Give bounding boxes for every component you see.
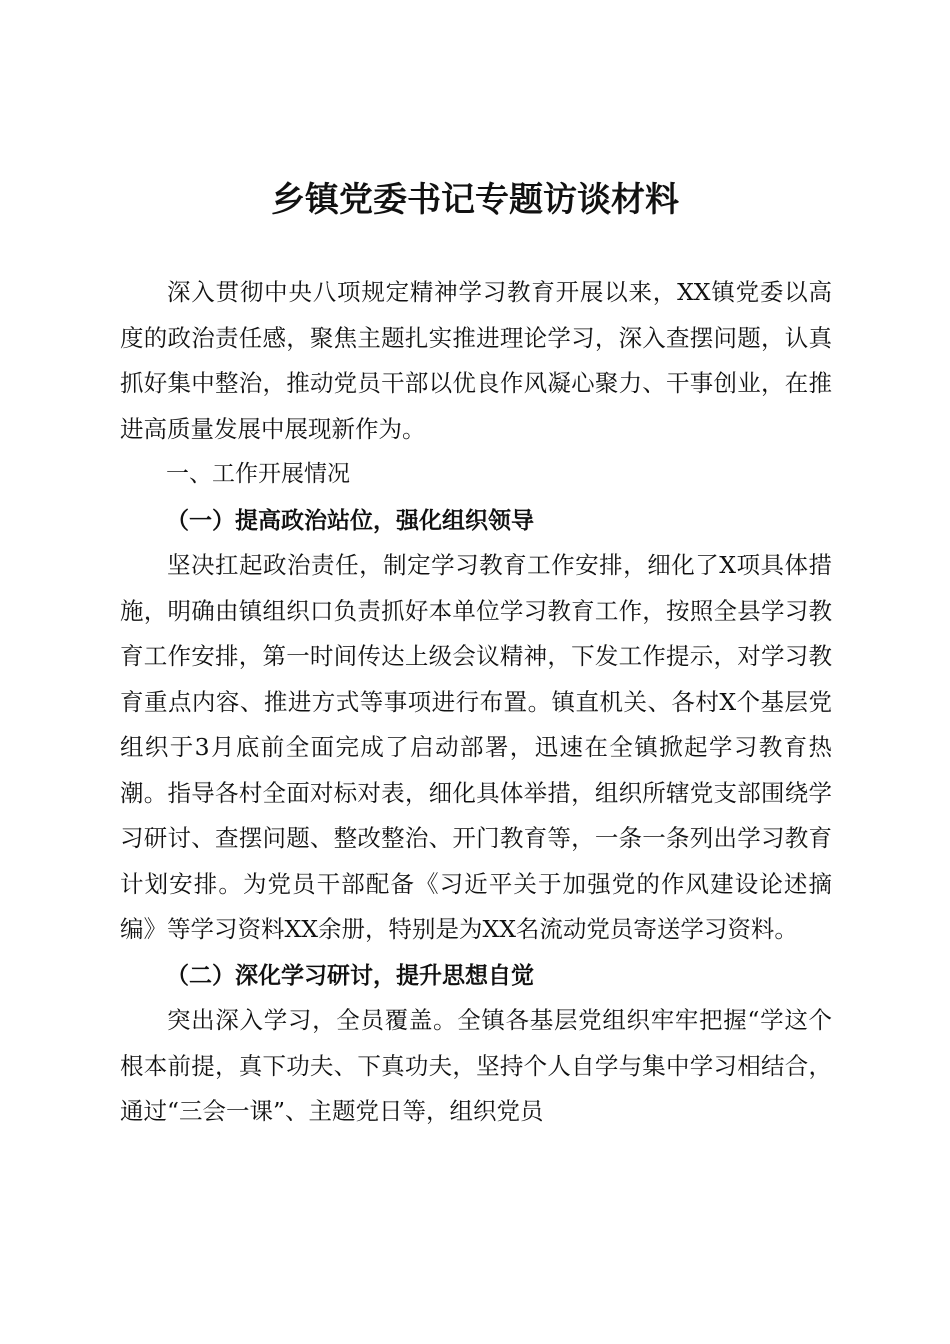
subsection-heading-2: （二）深化学习研讨，提升思想自觉	[166, 961, 534, 989]
section-heading-work-status: 一、工作开展情况	[166, 461, 350, 487]
subsection-2-paragraph: 突出深入学习，全员覆盖。全镇各基层党组织牢牢把握“学这个根本前提，真下功夫、下真功夫，坚持个人自学与集中学习相结合，通过“三会一课”、主题党日等，组织党员	[120, 1006, 832, 1125]
subsection-1-paragraph: 坚决扛起政治责任，制定学习教育工作安排，细化了X项具体措施，明确由镇组织口负责抓好本单位学习教育工作，按照全县学习教育工作安排，第一时间传达上级会议精神，下发工作提示，对学习教育重点内容、推进方式等事项进行布置。镇直机关、各村X个基层党组织于3月底前全面完成了启动部署，迅速在全镇掀起学习教育热潮。指导各村全面对标对表，细化具体举措，组织所辖党支部围绕学习研讨、查摆问题、整改整治、开门教育等，一条一条列出学习教育计划安排。为党员干部配备《习近平关于加强党的作风建设论述摘编》等学习资料XX余册，特别是为XX名流动党员寄送学习资料。	[120, 551, 832, 943]
document-body	[120, 270, 832, 1135]
intro-paragraph: 深入贯彻中央八项规定精神学习教育开展以来，XX镇党委以高度的政治责任感，聚焦主题扎实推进理论学习，深入查摆问题，认真抓好集中整治，推动党员干部以优良作风凝心聚力、干事创业，在推进高质量发展中展现新作为。	[120, 278, 832, 443]
document-title: 乡镇党委书记专题访谈材料	[271, 180, 679, 220]
subsection-heading-1: （一）提高政治站位，强化组织领导	[166, 506, 534, 534]
